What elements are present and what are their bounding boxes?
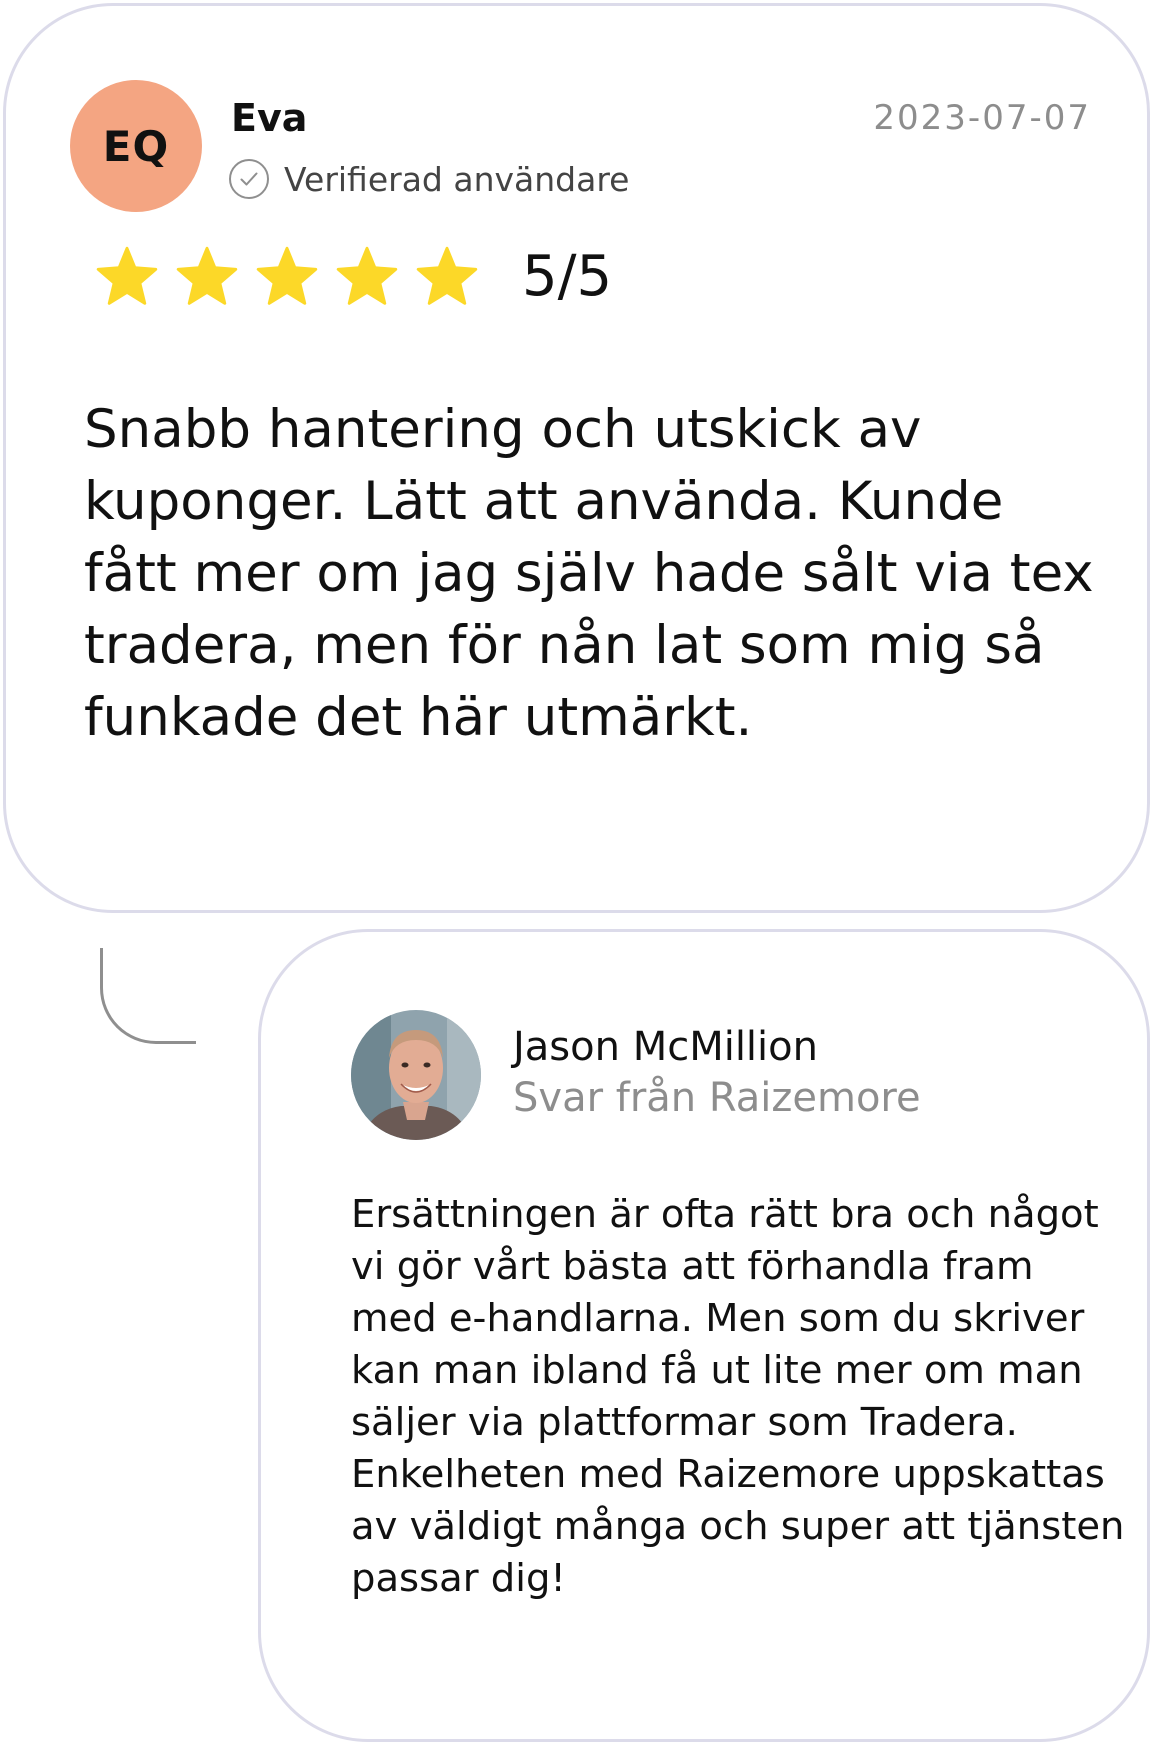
star-icon: [414, 244, 480, 310]
reply-subtitle: Svar från Raizemore: [513, 1075, 921, 1121]
star-icon: [334, 244, 400, 310]
rating-text: 5/5: [522, 244, 613, 309]
verified-badge: [228, 158, 630, 200]
avatar-initials: EQ: [102, 121, 170, 171]
stars-container: [94, 244, 494, 310]
review-card: [3, 3, 1150, 913]
replier-name: Jason McMillion: [513, 1024, 818, 1070]
replier-avatar: [351, 1010, 481, 1140]
star-icon: [94, 244, 160, 310]
reply-card: [258, 929, 1150, 1742]
reply-connector-line: [100, 948, 196, 1044]
check-circle-icon: [228, 158, 270, 200]
reviewer-name: Eva: [231, 96, 308, 140]
reply-text: Ersättningen är ofta rätt bra och något vi gör vårt bästa att förhandla fram med e-handlarna. Men som du skriver kan man ibland få ut lite mer om man säljer via plattformar som Tradera. Enkelheten med Raizemore uppskattas av väldigt många och super att tjänsten passar dig!: [351, 1192, 1125, 1601]
reviewer-avatar: [70, 80, 202, 212]
verified-label: Verifierad användare: [284, 159, 630, 199]
review-date: 2023-07-07: [873, 98, 1091, 138]
star-rating: [94, 244, 612, 310]
star-icon: [174, 244, 240, 310]
star-icon: [254, 244, 320, 310]
review-text: Snabb hantering och utskick av kuponger. Lätt att använda. Kunde fått mer om jag själv hade sålt via tex tradera, men för nån lat som mig så funkade det här utmärkt.: [84, 399, 1094, 748]
